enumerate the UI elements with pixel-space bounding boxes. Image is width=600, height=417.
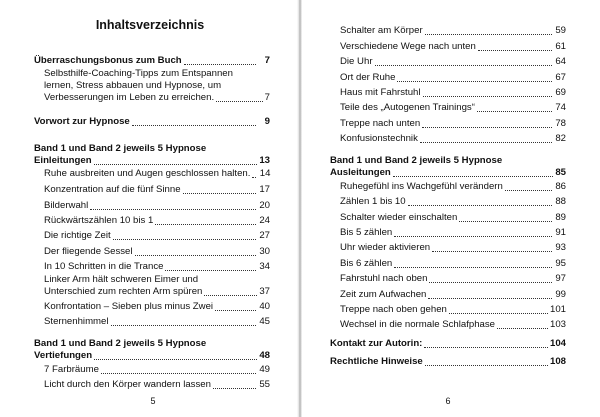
toc-entry-vertiefungen[interactable]: Band 1 und Band 2 jeweils 5 Hypnose Vertiefungen 48 bbox=[34, 338, 270, 361]
toc-entry-ruhegefuehl[interactable]: Ruhegefühl ins Wachgefühl verändern 86 bbox=[340, 181, 566, 192]
toc-entry-konfrontation[interactable]: Konfrontation – Sieben plus minus Zwei 40 bbox=[44, 301, 270, 312]
page-number-right: 6 bbox=[445, 396, 451, 406]
toc-entry-treppe-oben[interactable]: Treppe nach oben gehen 101 bbox=[340, 304, 566, 315]
toc-entry-licht-koerper[interactable]: Licht durch den Körper wandern lassen 55 bbox=[44, 379, 270, 390]
toc-entry-treppe-unten[interactable]: Treppe nach unten 78 bbox=[340, 118, 566, 129]
toc-entry-fahrstuhl-oben[interactable]: Fahrstuhl nach oben 97 bbox=[340, 273, 566, 284]
toc-entry-haus-fahrstuhl[interactable]: Haus mit Fahrstuhl 69 bbox=[340, 87, 566, 98]
toc-entry-bonus[interactable]: Überraschungsbonus zum Buch 7 bbox=[34, 55, 270, 66]
right-toc bbox=[302, 0, 600, 417]
toc-entry-schalter-einschalten[interactable]: Schalter wieder einschalten 89 bbox=[340, 212, 566, 223]
toc-entry-wege-unten[interactable]: Verschiedene Wege nach unten 61 bbox=[340, 41, 566, 52]
toc-entry-uhr-aktivieren[interactable]: Uhr wieder aktivieren 93 bbox=[340, 242, 566, 253]
toc-entry-einleitungen[interactable]: Band 1 und Band 2 jeweils 5 Hypnose Einleitungen 13 bbox=[34, 143, 270, 166]
toc-entry-ausleitungen[interactable]: Band 1 und Band 2 jeweils 5 Hypnose Ausleitungen 85 bbox=[330, 155, 566, 178]
toc-entry-farbraeume[interactable]: 7 Farbräume 49 bbox=[44, 364, 270, 375]
toc-entry-konzentration[interactable]: Konzentration auf die fünf Sinne 17 bbox=[44, 184, 270, 195]
toc-entry-schlafphase[interactable]: Wechsel in die normale Schlafphase 103 bbox=[340, 319, 566, 330]
toc-entry-zeit-aufwachen[interactable]: Zeit zum Aufwachen 99 bbox=[340, 289, 566, 300]
toc-entry-kontakt[interactable]: Kontakt zur Autorin: 104 bbox=[330, 338, 566, 349]
toc-entry-bilderwahl[interactable]: Bilderwahl 20 bbox=[44, 200, 270, 211]
toc-entry-schalter-koerper[interactable]: Schalter am Körper 59 bbox=[340, 25, 566, 36]
toc-entry-bis-5[interactable]: Bis 5 zählen 91 bbox=[340, 227, 566, 238]
toc-entry-ort-ruhe[interactable]: Ort der Ruhe 67 bbox=[340, 72, 566, 83]
toc-entry-konfusionstechnik[interactable]: Konfusionstechnik 82 bbox=[340, 133, 566, 144]
toc-entry-ruhe-ausbreiten[interactable]: Ruhe ausbreiten und Augen geschlossen halten. 14 bbox=[44, 168, 271, 179]
toc-entry-rechtliche-hinweise[interactable]: Rechtliche Hinweise 108 bbox=[330, 356, 566, 367]
toc-entry-linker-arm[interactable]: Linker Arm hält schweren Eimer und Unterschied zum rechten Arm spüren 37 bbox=[44, 274, 270, 297]
toc-entry-10-schritte[interactable]: In 10 Schritten in die Trance 34 bbox=[44, 261, 270, 272]
toc-entry-zaehlen-1-10[interactable]: Zählen 1 bis 10 88 bbox=[340, 196, 566, 207]
toc-entry-bis-6[interactable]: Bis 6 zählen 95 bbox=[340, 258, 566, 269]
page-number-left: 5 bbox=[150, 396, 156, 406]
toc-entry-vorwort[interactable]: Vorwort zur Hypnose 9 bbox=[34, 116, 270, 127]
toc-entry-fliegende-sessel[interactable]: Der fliegende Sessel 30 bbox=[44, 246, 270, 257]
toc-entry-richtige-zeit[interactable]: Die richtige Zeit 27 bbox=[44, 230, 270, 241]
toc-title: Inhaltsverzeichnis bbox=[95, 18, 205, 32]
toc-entry-coaching-tipps[interactable]: Selbsthilfe-Coaching-Tipps zum Entspannen lernen, Stress abbauen und Hypnose, um Verbesserungen im Leben zu erreichen. 7 bbox=[44, 68, 270, 103]
toc-entry-autogenes-training[interactable]: Teile des „Autogenen Trainings“ 74 bbox=[340, 102, 566, 113]
right-page bbox=[302, 0, 600, 417]
toc-entry-rueckwaertszaehlen[interactable]: Rückwärtszählen 10 bis 1 24 bbox=[44, 215, 270, 226]
toc-entry-sternenhimmel[interactable]: Sternenhimmel 45 bbox=[44, 316, 270, 327]
toc-entry-die-uhr[interactable]: Die Uhr 64 bbox=[340, 56, 566, 67]
